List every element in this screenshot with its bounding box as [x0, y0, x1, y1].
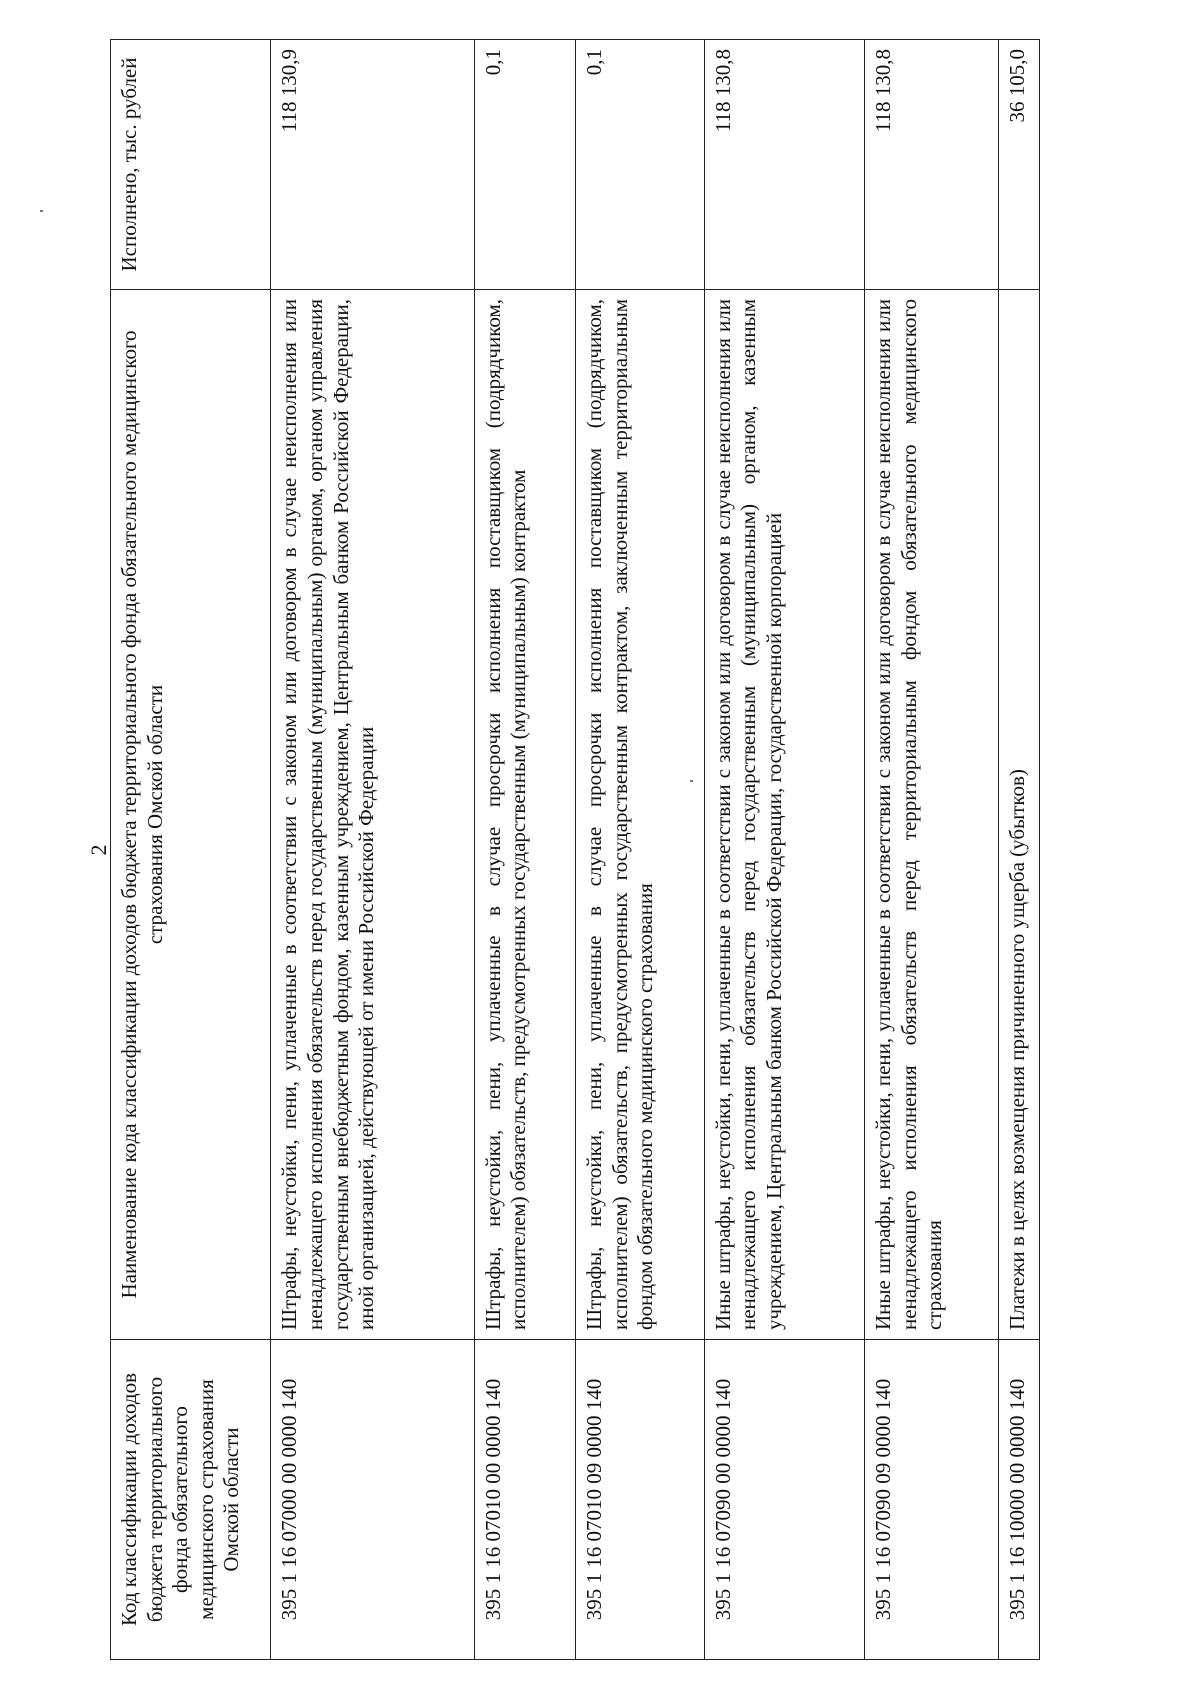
scan-speck — [40, 210, 43, 212]
amount-cell: 118 130,8 — [704, 40, 864, 290]
rotated-sheet — [86, 40, 1040, 1660]
income-name-cell: Штрафы, неустойки, пени, уплаченные в соответствии с законом или договором в случае неисполнения или ненадлежащего исполнения обязательств перед государственным (муниципальным) органом, органом управления государственным внебюджетным фондом, казенным учреждением, Центральным банком Российской Федерации, иной организацией, действующей от имени Российской Федерации — [271, 290, 474, 1340]
income-name-cell: Платежи в целях возмещения причиненного ущерба (убытков) — [998, 290, 1039, 1340]
page-number: 2 — [86, 844, 111, 856]
amount-cell: 36 105,0 — [998, 40, 1039, 290]
table-row — [704, 40, 864, 1660]
table-row — [576, 40, 704, 1660]
income-name-cell: Штрафы, неустойки, пени, уплаченные в случае просрочки исполнения поставщиком (подрядчиком, исполнителем) обязательств, предусмотренных государственным контрактом, заключенным территориальным фондом обязательного медицинского страхования — [576, 290, 704, 1340]
table-row — [864, 40, 998, 1660]
amount-cell: 118 130,9 — [271, 40, 474, 290]
income-code-cell: 395 1 16 07010 09 0000 140 — [576, 1340, 704, 1660]
header-amount: Исполнено, тыс. рублей — [111, 40, 271, 290]
amount-cell: 0,1 — [576, 40, 704, 290]
table-row — [474, 40, 576, 1660]
income-name-cell: Штрафы, неустойки, пени, уплаченные в случае просрочки исполнения поставщиком (подрядчиком, исполнителем) обязательств, предусмотренных государственным (муниципальным) контрактом — [474, 290, 576, 1340]
table-row — [998, 40, 1039, 1660]
table-row — [271, 40, 474, 1660]
income-code-cell: 395 1 16 10000 00 0000 140 — [998, 1340, 1039, 1660]
income-code-cell: 395 1 16 07090 00 0000 140 — [704, 1340, 864, 1660]
table-header-row — [111, 40, 271, 1660]
budget-income-table — [110, 39, 1040, 1660]
income-code-cell: 395 1 16 07010 00 0000 140 — [474, 1340, 576, 1660]
amount-cell: 118 130,8 — [864, 40, 998, 290]
header-code: Код классификации доходов бюджета территориального фонда обязательного медицинского страхования Омской области — [111, 1340, 271, 1660]
income-code-cell: 395 1 16 07000 00 0000 140 — [271, 1340, 474, 1660]
amount-cell: 0,1 — [474, 40, 576, 290]
header-name: Наименование кода классификации доходов бюджета территориального фонда обязательного медицинского страхования Омской области — [111, 290, 271, 1340]
income-code-cell: 395 1 16 07090 09 0000 140 — [864, 1340, 998, 1660]
income-name-cell: Иные штрафы, неустойки, пени, уплаченные в соответствии с законом или договором в случае неисполнения или ненадлежащего исполнения обязательств перед территориальным фондом обязательного медицинского страхования — [864, 290, 998, 1340]
income-name-cell: Иные штрафы, неустойки, пени, уплаченные в соответствии с законом или договором в случае неисполнения или ненадлежащего исполнения обязательств перед государственным (муниципальным) органом, казенным учреждением, Центральным банком Российской Федерации, государственной корпорацией — [704, 290, 864, 1340]
